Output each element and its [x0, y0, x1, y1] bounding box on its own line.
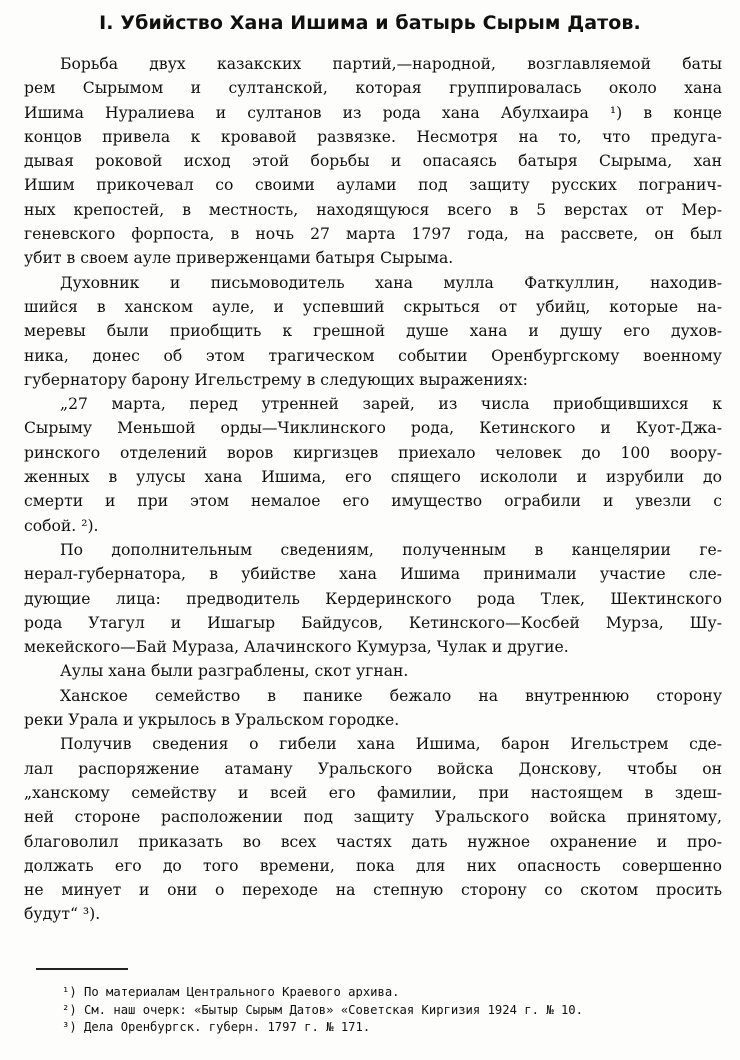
text-line: По дополнительным сведениям, полученным в канцелярии ге- — [60, 540, 722, 559]
text-line: женных в улусы хана Ишима, его спящего искололи и изрубили до — [24, 468, 722, 487]
text-line: мекейского—Бай Мураза, Алачинского Кумурза, Чулак и другие. — [24, 638, 569, 657]
text-line: ника, донес об этом трагическом событии Оренбургскому военному — [24, 346, 722, 365]
text-line: меревы были приобщить к грешной душе хана и душу его духов- — [24, 322, 722, 341]
text-line: дывая роковой исход этой борьбы и опасаясь батыря Сырыма, хан — [24, 152, 722, 171]
text-line: лал распоряжение атаману Уральского войска Донскову, чтобы он — [24, 759, 722, 778]
body-text — [24, 52, 722, 927]
text-line: реки Урала и укрылось в Уральском городке. — [24, 711, 400, 730]
text-line: собой. ²). — [24, 516, 99, 535]
text-line: губернатору барону Игельстрему в следующих выражениях: — [24, 370, 528, 389]
text-line: Сырыму Меньшой орды—Чиклинского рода, Кетинского и Куот-Джа- — [24, 419, 722, 438]
text-line: должать его до того времени, пока для них опасность совершенно — [24, 856, 722, 875]
text-line: Борьба двух казакских партий,—народной, возглавляемой баты — [60, 55, 722, 73]
text-line: „27 марта, перед утренней зарей, из числа приобщившихся к — [60, 395, 722, 414]
footnote: ¹) По материалам Центрального Краевого архива. — [62, 985, 400, 999]
text-line: будут“ ³). — [24, 905, 101, 924]
text-line: Ханское семейство в панике бежало на внутреннюю сторону — [60, 686, 722, 705]
chapter-title: I. Убийство Хана Ишима и батырь Сырым Датов. — [99, 12, 641, 34]
text-line: ней стороне расположении под защиту Уральского войска принятому, — [24, 808, 722, 827]
text-line: Аулы хана были разграблены, скот угнан. — [60, 662, 409, 681]
text-line: геневского форпоста, в ночь 27 марта 1797 года, на рассвете, он был — [24, 225, 722, 244]
footnote: ³) Дела Оренбургск. губерн. 1797 г. № 171. — [62, 1020, 371, 1034]
text-line: концов привела к кровавой развязке. Несмотря на то, что предуга- — [24, 127, 722, 146]
text-line: ринского отделений воров киргизцев приехало человек до 100 воору- — [24, 443, 722, 462]
text-line: дующие лица: предводитель Кердеринского рода Тлек, Шектинского — [24, 589, 722, 608]
text-line: Ишим прикочевал со своими аулами под защиту русских погранич- — [24, 176, 722, 195]
text-line: не минует и они о переходе на степную сторону со скотом просить — [24, 881, 722, 900]
text-line: Получив сведения о гибели хана Ишима, барон Игельстрем сде- — [60, 735, 722, 754]
text-line: рода Утагул и Ишагыр Байдусов, Кетинского—Косбей Мурза, Шу- — [24, 613, 722, 632]
text-line: ных крепостей, в местность, находящуюся всего в 5 верстах от Мер- — [24, 200, 722, 219]
text-line: „ханскому семейству и всей его фамилии, при настоящем в здеш- — [24, 783, 722, 802]
text-line: убит в своем ауле приверженцами батыря Сырыма. — [24, 249, 454, 268]
text-line: Ишима Нуралиева и султанов из рода хана Абулхаира ¹) в конце — [24, 103, 722, 122]
footnotes — [62, 984, 722, 1037]
text-line: смерти и при этом немалое его имущество ограбили и увезли с — [24, 492, 722, 511]
text-line: шийся в ханском ауле, и успевший скрыться от убийц, которые на- — [24, 297, 722, 316]
footnote: ²) См. наш очерк: «Бытыр Сырым Датов» «Советская Киргизия 1924 г. № 10. — [62, 1002, 583, 1017]
text-line: благоволил приказать во всех частях дать нужное охранение и про- — [24, 832, 722, 851]
text-line: нерал-губернатора, в убийстве хана Ишима принимали участие сле- — [24, 565, 722, 584]
text-line: рем Сырымом и султанской, которая группировалась около хана — [24, 79, 722, 98]
footnote-divider — [36, 968, 128, 970]
text-line: Духовник и письмоводитель хана мулла Фаткуллин, находив- — [60, 273, 722, 292]
